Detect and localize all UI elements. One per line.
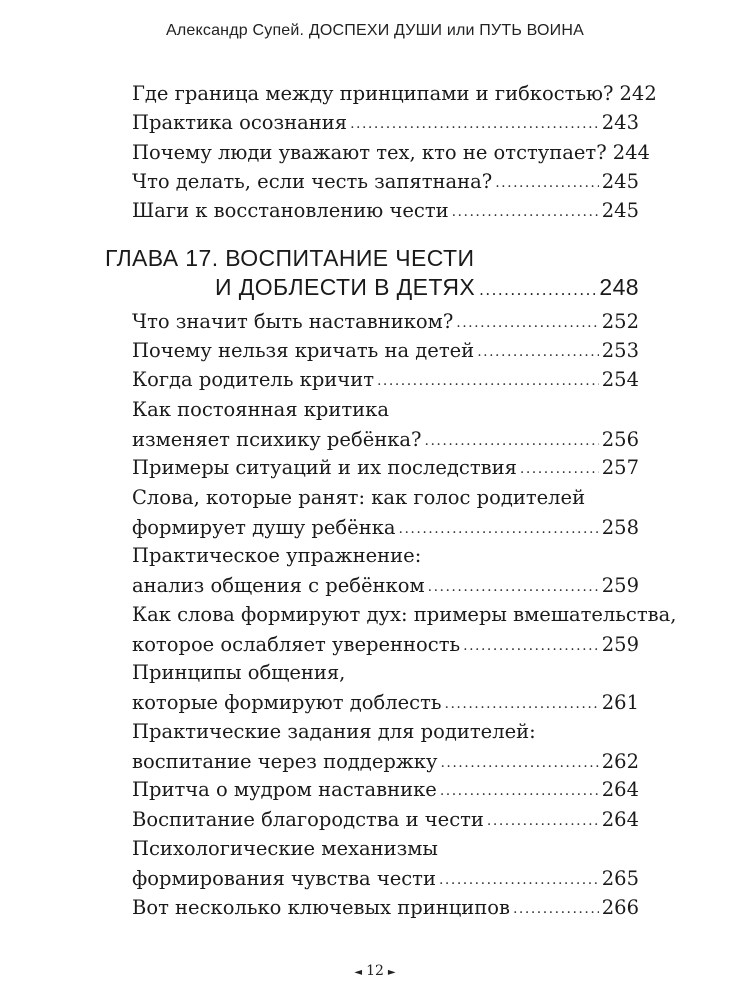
toc-entry-title: Почему люди уважают тех, кто не отступает? (132, 141, 607, 164)
leader-dots (440, 748, 598, 778)
toc-entry-page: 256 (601, 428, 639, 451)
toc-entry-title-line: Психологические механизмы (132, 837, 438, 860)
leader-dots (520, 454, 599, 484)
leader-dots (445, 689, 599, 719)
toc-entry (132, 717, 639, 779)
chapter-title-line2-row (215, 272, 639, 305)
toc-entry-page: 266 (601, 896, 639, 919)
toc-entry-page: 262 (601, 750, 639, 773)
toc-entry-title: которые формируют доблесть (132, 691, 442, 714)
toc-entry-title: которое ослабляет уверенность (132, 633, 461, 656)
toc-entry (132, 453, 639, 485)
toc-entry-page: 259 (601, 574, 639, 597)
leader-dots (452, 197, 599, 227)
toc-entry-title: Что делать, если честь запятнана? (132, 170, 493, 193)
toc-entry-title: воспитание через поддержку (132, 750, 438, 773)
toc-entry (132, 138, 650, 170)
toc-entry-title-line: Как постоянная критика (132, 398, 389, 421)
leader-dots (513, 894, 599, 924)
toc-entry-title: Вот несколько ключевых принципов (132, 896, 510, 919)
toc-entry (132, 167, 639, 199)
toc-entry (132, 658, 639, 720)
toc-entry-title: формирует душу ребёнка (132, 516, 396, 539)
toc-entry-title-line: Как слова формируют дух: примеры вмешательства, (132, 603, 677, 626)
leader-dots (487, 806, 599, 836)
toc-entry (132, 834, 639, 896)
toc-entry-title: анализ общения с ребёнком (132, 574, 425, 597)
toc-entry-title: Практика осознания (132, 111, 348, 134)
toc-entry (132, 893, 639, 925)
toc-entry-page: 264 (601, 808, 639, 831)
toc-entry-title: Почему нельзя кричать на детей (132, 339, 475, 362)
toc-entry-page: 261 (601, 691, 639, 714)
running-header: Александр Супей. ДОСПЕХИ ДУШИ или ПУТЬ ВОИНА (165, 22, 584, 39)
toc-entry-page: 258 (601, 516, 639, 539)
toc-entry-title: формирования чувства чести (132, 867, 436, 890)
toc-entry (132, 541, 639, 603)
toc-entry-title: Когда родитель кричит (132, 368, 374, 391)
toc-entry (132, 600, 677, 662)
leader-dots (425, 426, 599, 456)
leader-dots (440, 776, 599, 806)
toc-entry (132, 196, 639, 228)
toc-entry (132, 336, 639, 368)
toc-entry-title-line: Слова, которые ранят: как голос родителей (132, 486, 586, 509)
toc-entry (132, 775, 639, 807)
toc-entry-title: Где граница между принципами и гибкостью? (132, 82, 614, 105)
toc-entry-title-line: Практическое упражнение: (132, 544, 422, 567)
toc-entry-title: Воспитание благородства и чести (132, 808, 484, 831)
chapter-title-line1: ГЛАВА 17. ВОСПИТАНИЕ ЧЕСТИ (105, 245, 475, 271)
chapter-title-line2: И ДОБЛЕСТИ В ДЕТЯХ (215, 274, 476, 300)
leader-dots (456, 308, 598, 338)
toc-entry-page: 253 (601, 339, 639, 362)
toc-entry-page: 243 (601, 111, 639, 134)
toc-entry-page: 257 (601, 456, 639, 479)
toc-entry (132, 395, 639, 457)
toc-entry-title: Что значит быть наставником? (132, 310, 454, 333)
leader-dots (439, 865, 599, 895)
toc-entry-page: 242 (619, 82, 657, 105)
leader-dots (495, 168, 599, 198)
toc-entry-page: 252 (601, 310, 639, 333)
page-folio (0, 963, 750, 979)
leader-dots (377, 366, 599, 396)
leader-dots (463, 631, 599, 661)
toc-entry (132, 483, 639, 545)
leader-dots (350, 109, 599, 139)
toc-entry-page: 244 (612, 141, 650, 164)
toc-entry-title-line: Практические задания для родителей: (132, 720, 536, 743)
leader-dots (479, 275, 595, 305)
toc-entry (132, 365, 639, 397)
toc-entry-title: изменяет психику ребёнка? (132, 428, 422, 451)
toc-entry-page: 245 (601, 199, 639, 222)
toc-entry-page: 259 (601, 633, 639, 656)
toc-entry-title-line: Принципы общения, (132, 661, 346, 684)
toc-entry-page: 245 (601, 170, 639, 193)
chapter-page: 248 (599, 274, 639, 300)
toc-entry-title: Притча о мудром наставнике (132, 778, 437, 801)
toc-entry-page: 265 (601, 867, 639, 890)
toc-entry (132, 79, 657, 111)
right-ornament-icon: ► (387, 967, 396, 978)
toc-entry (132, 307, 639, 339)
toc-entry-title: Шаги к восстановлению чести (132, 199, 449, 222)
leader-dots (477, 337, 599, 367)
toc-entry (132, 805, 639, 837)
toc-entry-title: Примеры ситуаций и их последствия (132, 456, 517, 479)
leader-dots (399, 514, 599, 544)
toc-entry-page: 264 (601, 778, 639, 801)
toc-entry (132, 108, 639, 140)
left-ornament-icon: ◄ (354, 967, 363, 978)
toc-entry-page: 254 (601, 368, 639, 391)
page-number: 12 (366, 963, 384, 979)
leader-dots (428, 572, 599, 602)
